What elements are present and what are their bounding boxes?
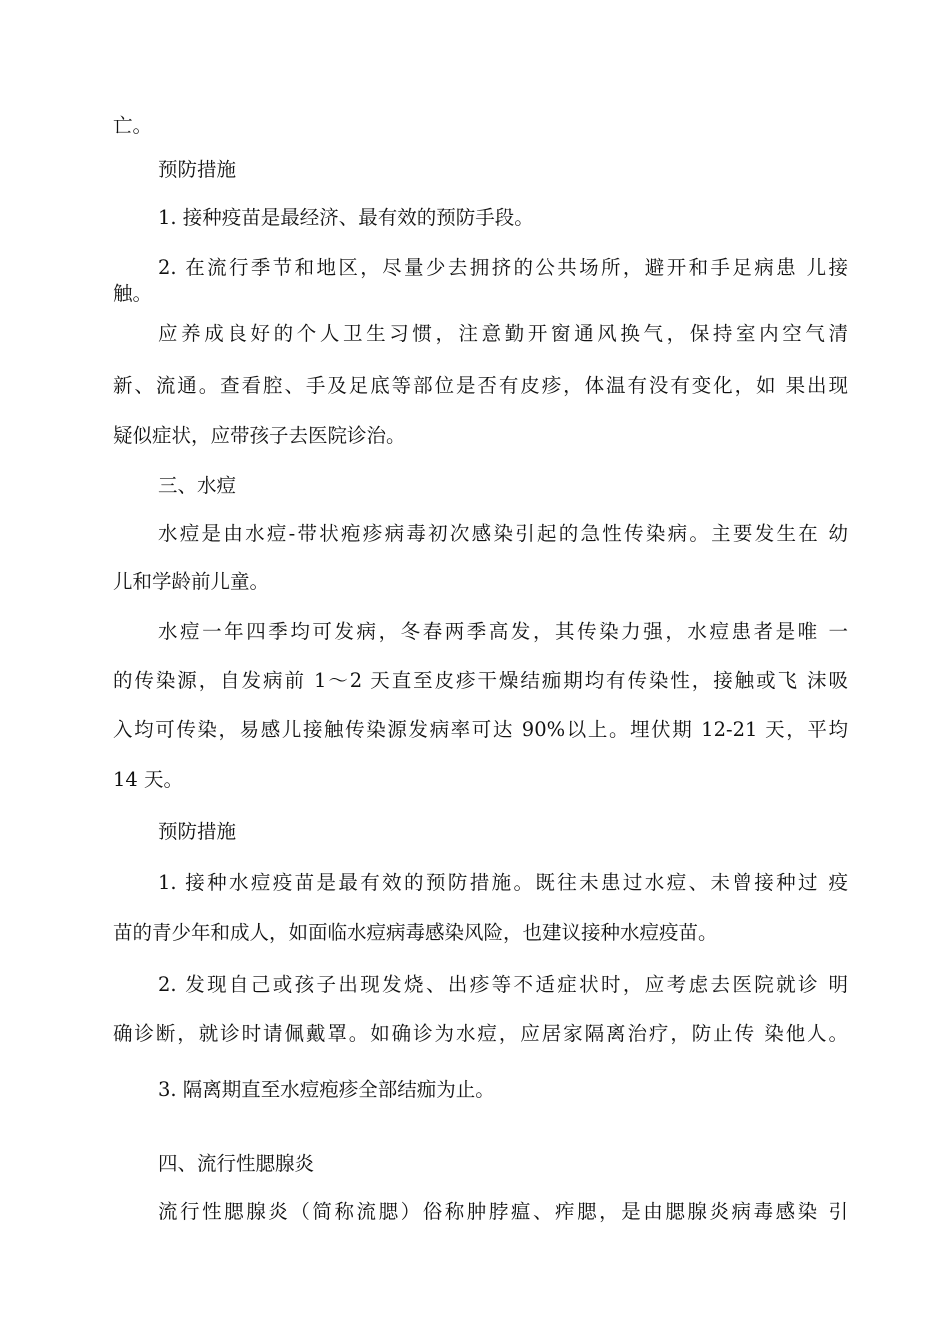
list-item: 2. 在流行季节和地区，尽量少去拥挤的公共场所，避开和手足病患 儿接 (158, 256, 848, 279)
text-line: 亡。 (113, 114, 153, 137)
paragraph-line: 入均可传染，易感儿接触传染源发病率可达 90%以上。埋伏期 12-21 天，平均 (113, 718, 848, 741)
list-item: 苗的青少年和成人，如面临水痘病毒感染风险，也建议接种水痘疫苗。 (113, 921, 718, 944)
paragraph-line: 应养成良好的个人卫生习惯，注意勤开窗通风换气，保持室内空气清 (158, 322, 848, 345)
section-heading: 预防措施 (158, 820, 237, 843)
list-item: 1. 接种水痘疫苗是最有效的预防措施。既往未患过水痘、未曾接种过 疫 (158, 871, 848, 894)
text-line: 触。 (113, 282, 153, 305)
paragraph-line: 水痘一年四季均可发病，冬春两季高发，其传染力强，水痘患者是唯 一 (158, 620, 848, 643)
list-item: 2. 发现自己或孩子出现发烧、出疹等不适症状时，应考虑去医院就诊 明 (158, 973, 848, 996)
section-heading: 四、流行性腮腺炎 (158, 1152, 315, 1175)
paragraph-line: 水痘是由水痘-带状疱疹病毒初次感染引起的急性传染病。主要发生在 幼 (158, 522, 848, 545)
list-item: 3. 隔离期直至水痘疱疹全部结痂为止。 (158, 1078, 495, 1101)
list-item: 1. 接种疫苗是最经济、最有效的预防手段。 (158, 206, 534, 229)
paragraph-line: 的传染源，自发病前 1〜2 天直至皮疹干燥结痂期均有传染性，接触或飞 沫吸 (113, 669, 848, 692)
paragraph-line: 14 天。 (113, 768, 184, 791)
paragraph-line: 疑似症状，应带孩子去医院诊治。 (113, 424, 406, 447)
paragraph-line: 新、流通。查看腔、手及足底等部位是否有皮疹，体温有没有变化，如 果出现 (113, 374, 848, 397)
paragraph-line: 流行性腮腺炎（简称流腮）俗称肿脖瘟、痄腮，是由腮腺炎病毒感染 引 (158, 1200, 848, 1223)
paragraph-line: 儿和学龄前儿童。 (113, 570, 270, 593)
section-heading: 三、水痘 (158, 474, 237, 497)
section-heading: 预防措施 (158, 158, 237, 181)
list-item: 确诊断，就诊时请佩戴罩。如确诊为水痘，应居家隔离治疗，防止传 染他人。 (113, 1022, 848, 1045)
